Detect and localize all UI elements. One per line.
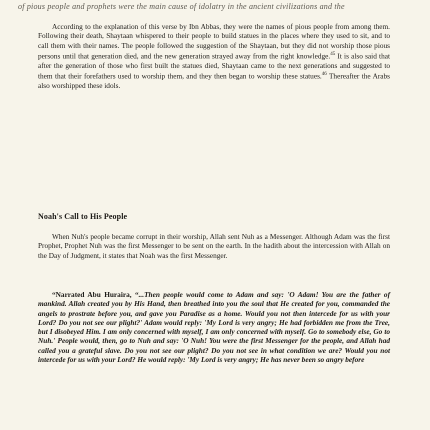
paragraph-tafsir-text: According to the explanation of this verse by Ibn Abbas, they were the names of pious people from among them. Following their death, Shaytaan whispered to their people to build statues in the places where they used to sit, and to call them with their names. The people followed the suggestion of the Shaytaan, but they did not worship those pious persons until that generation died, and the new generation strayed away from the right knowledge. [38, 22, 390, 61]
paragraph-tafsir-text-end: Thereafter the Arabs also worshipped these idols. [38, 71, 390, 90]
hadith-text: ...Then people would come to Adam and say: 'O Adam! You are the father of mankind. Allah created you by His Hand, then breathed into you the soul that He created for you, commanded the angels to prostrate before you, and gave you Paradise as a home. Would you not then intercede for us with your Lord? Do you not see our plight?' Adam would reply: 'My Lord is very angry; He had forbidden me from the Tree, but I disobeyed Him. I am only concerned with myself, I am only concerned with myself. Go to somebody else, Go to Nuh.' People would, then, go to Nuh and say: 'O Nuh! You were the first Messenger for the people, and Allah had called you a grateful slave. Do you not see our plight? Do you not see in what condition we are? Would you not intercede for us with your Lord? He would reply: 'My Lord is very angry; He has never been so angry before [38, 290, 390, 365]
paragraph-hadith [38, 290, 390, 364]
header-line: of pious people and prophets were the main cause of idolatry in the ancient civilizations and the [18, 2, 345, 11]
paragraph-tafsir [38, 22, 390, 90]
footnote-ref[interactable]: 46 [321, 71, 327, 77]
paragraph-tafsir-text-cont: It is also said that after the generation of those who first built the statues died, Shaytaan came to the next generations and suggested to them that their forefathers used to worship them, and they then began to worship these statues. [38, 51, 390, 81]
section-heading: Noah's Call to His People [38, 212, 128, 221]
paragraph-messenger: When Nuh's people became corrupt in their worship, Allah sent Nuh as a Messenger. Although Adam was the first Prophet, Prophet Nuh was the first Messenger to be sent on the earth. In the hadith about the intercession with Allah on the Day of Judgment, it states that Noah was the first Messenger. [38, 232, 390, 260]
footnote-ref[interactable]: 45 [330, 51, 336, 57]
hadith-narrator: “Narrated Abu Huraira, “ [52, 290, 139, 299]
